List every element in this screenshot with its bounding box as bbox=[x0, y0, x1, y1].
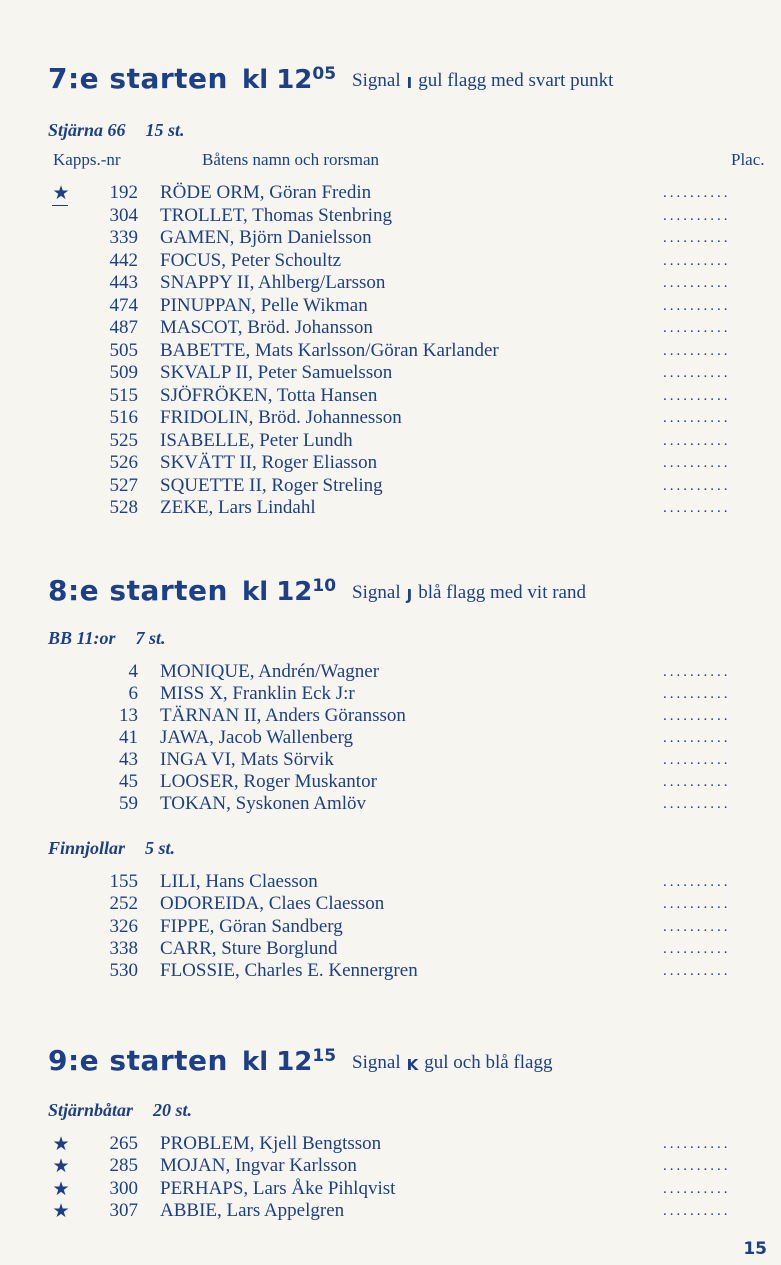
class-count: 5 st. bbox=[145, 838, 176, 858]
boat-and-helmsman: PROBLEM, Kjell Bengtsson bbox=[160, 1133, 382, 1154]
signal-description: gul och blå flagg bbox=[424, 1052, 553, 1073]
boat-and-helmsman: SNAPPY II, Ahlberg/Larsson bbox=[160, 272, 386, 293]
entry-row bbox=[0, 452, 781, 474]
boat-and-helmsman: SKVALP II, Peter Samuelsson bbox=[160, 362, 393, 383]
kl-label: kl bbox=[241, 577, 269, 607]
entry-row bbox=[0, 227, 781, 249]
sail-number: 326 bbox=[109, 915, 138, 937]
boat-and-helmsman: JAWA, Jacob Wallenberg bbox=[160, 727, 354, 748]
boat-and-helmsman: ISABELLE, Peter Lundh bbox=[160, 429, 353, 451]
entry-row bbox=[0, 340, 781, 362]
sail-number: 443 bbox=[109, 272, 138, 293]
boat-and-helmsman: ABBIE, Lars Appelgren bbox=[160, 1199, 345, 1221]
placement-dots: .......... bbox=[663, 730, 731, 746]
placement-dots: .......... bbox=[663, 1180, 731, 1197]
sail-number: 4 bbox=[128, 661, 138, 682]
placement-dots: .......... bbox=[663, 342, 731, 359]
star-icon: ★ bbox=[52, 1177, 70, 1200]
sail-number: 338 bbox=[109, 937, 138, 959]
entry-row bbox=[0, 475, 781, 497]
placement-dots: .......... bbox=[663, 1202, 731, 1219]
entry-row bbox=[0, 272, 781, 294]
placement-dots: .......... bbox=[663, 432, 731, 449]
boat-and-helmsman: SKVÄTT II, Roger Eliasson bbox=[160, 452, 378, 473]
boat-and-helmsman: SJÖFRÖKEN, Totta Hansen bbox=[160, 384, 378, 406]
entry-row bbox=[0, 385, 781, 407]
class-heading bbox=[48, 628, 166, 649]
class-name: BB 11:or bbox=[48, 628, 116, 648]
placement-dots: .......... bbox=[663, 455, 731, 471]
column-header-place: Plac. bbox=[731, 150, 765, 169]
boat-and-helmsman: SQUETTE II, Roger Streling bbox=[160, 474, 383, 496]
start-time bbox=[276, 65, 336, 95]
placement-dots: .......... bbox=[663, 752, 731, 768]
entry-row bbox=[0, 250, 781, 272]
placement-dots: .......... bbox=[663, 796, 731, 812]
sail-number: 474 bbox=[109, 294, 138, 316]
boat-and-helmsman: MISS X, Franklin Eck J:r bbox=[160, 683, 355, 704]
boat-and-helmsman: MONIQUE, Andrén/Wagner bbox=[160, 661, 380, 682]
entry-row bbox=[0, 317, 781, 339]
class-count: 7 st. bbox=[135, 628, 166, 648]
kl-label: kl bbox=[241, 1047, 269, 1077]
signal-label: Signal bbox=[352, 70, 401, 91]
boat-and-helmsman: PERHAPS, Lars Åke Pihlqvist bbox=[160, 1177, 396, 1199]
sail-number: 307 bbox=[109, 1199, 138, 1221]
placement-dots: .......... bbox=[663, 664, 731, 680]
star-icon: ★ bbox=[52, 1155, 70, 1178]
sail-number: 487 bbox=[109, 317, 138, 338]
sail-number: 300 bbox=[109, 1177, 138, 1199]
boat-and-helmsman: MOJAN, Ingvar Karlsson bbox=[160, 1155, 357, 1177]
sail-number: 525 bbox=[109, 429, 138, 451]
placement-dots: .......... bbox=[663, 874, 731, 890]
placement-dots: .......... bbox=[663, 410, 731, 426]
star-icon: ★ bbox=[52, 1133, 70, 1155]
start-time-hours: 12 bbox=[276, 577, 313, 607]
placement-dots: .......... bbox=[663, 387, 731, 404]
sail-number: 6 bbox=[128, 683, 138, 704]
entry-row bbox=[0, 205, 781, 227]
entry-row bbox=[0, 1178, 781, 1200]
signal-description: gul flagg med svart punkt bbox=[418, 70, 614, 91]
entry-row bbox=[0, 295, 781, 317]
sail-number: 45 bbox=[119, 771, 138, 792]
start-time bbox=[276, 577, 336, 607]
class-name: Finnjollar bbox=[48, 838, 126, 858]
entry-row bbox=[0, 182, 781, 204]
boat-and-helmsman: CARR, Sture Borglund bbox=[160, 937, 338, 959]
boat-and-helmsman: GAMEN, Björn Danielsson bbox=[160, 227, 372, 248]
entry-row bbox=[0, 705, 781, 727]
boat-and-helmsman: FLOSSIE, Charles E. Kennergren bbox=[160, 960, 418, 982]
placement-dots: .......... bbox=[663, 230, 731, 246]
entry-row bbox=[0, 1155, 781, 1177]
sail-number: 252 bbox=[109, 893, 138, 915]
class-count: 15 st. bbox=[145, 120, 185, 140]
start-time-hours: 12 bbox=[276, 65, 313, 95]
entry-row bbox=[0, 960, 781, 982]
sail-number: 505 bbox=[109, 339, 138, 361]
class-heading bbox=[48, 120, 185, 141]
boat-and-helmsman: MASCOT, Bröd. Johansson bbox=[160, 317, 373, 338]
sail-number: 304 bbox=[109, 204, 138, 226]
start-time-minutes: 15 bbox=[312, 1046, 337, 1066]
entry-row bbox=[0, 497, 781, 519]
column-header-number: Kapps.-nr bbox=[53, 150, 121, 169]
sail-number: 516 bbox=[109, 407, 138, 428]
sail-number: 515 bbox=[109, 384, 138, 406]
sail-number: 528 bbox=[109, 497, 138, 518]
placement-dots: .......... bbox=[663, 963, 731, 980]
class-count: 20 st. bbox=[153, 1100, 193, 1120]
entry-row bbox=[0, 683, 781, 705]
entry-row bbox=[0, 916, 781, 938]
sail-number: 265 bbox=[109, 1133, 138, 1154]
heat-7-title bbox=[48, 62, 613, 95]
placement-dots: .......... bbox=[663, 1136, 731, 1152]
signal-label: Signal bbox=[352, 1052, 401, 1073]
boat-and-helmsman: FOCUS, Peter Schoultz bbox=[160, 249, 342, 271]
entry-row bbox=[0, 362, 781, 384]
entry-row bbox=[0, 938, 781, 960]
entry-row bbox=[0, 430, 781, 452]
entry-row bbox=[0, 871, 781, 893]
placement-dots: .......... bbox=[663, 297, 731, 314]
heat-title-text: 9:e starten bbox=[48, 1044, 228, 1077]
signal-label: Signal bbox=[352, 582, 401, 603]
boat-and-helmsman: PINUPPAN, Pelle Wikman bbox=[160, 294, 368, 316]
sail-number: 530 bbox=[109, 960, 138, 982]
page-number: 15 bbox=[743, 1239, 767, 1259]
signal-letter: J bbox=[406, 586, 413, 604]
signal-letter: I bbox=[406, 74, 413, 92]
star-icon: ★ bbox=[52, 182, 70, 204]
sail-number: 13 bbox=[119, 705, 138, 726]
placement-dots: .......... bbox=[663, 708, 731, 724]
boat-and-helmsman: ZEKE, Lars Lindahl bbox=[160, 497, 316, 518]
entry-row bbox=[0, 793, 781, 815]
sail-number: 285 bbox=[109, 1155, 138, 1177]
entry-row bbox=[0, 893, 781, 915]
placement-dots: .......... bbox=[663, 896, 731, 913]
start-time-hours: 12 bbox=[276, 1047, 313, 1077]
column-header-name: Båtens namn och rorsman bbox=[202, 150, 380, 169]
placement-dots: .......... bbox=[663, 365, 731, 381]
placement-dots: .......... bbox=[663, 774, 731, 790]
boat-and-helmsman: BABETTE, Mats Karlsson/Göran Karlander bbox=[160, 339, 499, 361]
sail-number: 339 bbox=[109, 227, 138, 248]
entry-row bbox=[0, 1133, 781, 1155]
heat-8-title bbox=[48, 574, 586, 607]
heat-9-title bbox=[48, 1044, 552, 1077]
sail-number: 509 bbox=[109, 362, 138, 383]
start-time-minutes: 10 bbox=[312, 576, 337, 596]
entry-row bbox=[0, 1200, 781, 1222]
boat-and-helmsman: LILI, Hans Claesson bbox=[160, 871, 318, 892]
sail-number: 442 bbox=[109, 249, 138, 271]
placement-dots: .......... bbox=[663, 275, 731, 291]
placement-dots: .......... bbox=[663, 185, 731, 201]
signal-description: blå flagg med vit rand bbox=[418, 582, 586, 603]
sail-number: 192 bbox=[109, 182, 138, 203]
sail-number: 155 bbox=[109, 871, 138, 892]
sail-number: 527 bbox=[109, 474, 138, 496]
placement-dots: .......... bbox=[663, 320, 731, 336]
class-name: Stjärna 66 bbox=[48, 120, 126, 140]
placement-dots: .......... bbox=[663, 1158, 731, 1175]
class-heading bbox=[48, 1100, 192, 1121]
placement-dots: .......... bbox=[663, 940, 731, 957]
sail-number: 41 bbox=[119, 727, 138, 748]
sail-number: 526 bbox=[109, 452, 138, 473]
class-heading bbox=[48, 838, 175, 859]
heat-title-text: 7:e starten bbox=[48, 62, 228, 95]
signal-letter: K bbox=[406, 1056, 419, 1074]
boat-and-helmsman: INGA VI, Mats Sörvik bbox=[160, 749, 334, 770]
star-icon: ★ bbox=[52, 1199, 70, 1222]
heat-title-text: 8:e starten bbox=[48, 574, 228, 607]
sail-number: 43 bbox=[119, 749, 138, 770]
boat-and-helmsman: TOKAN, Syskonen Amlöv bbox=[160, 793, 367, 814]
sail-number: 59 bbox=[119, 793, 138, 814]
boat-and-helmsman: RÖDE ORM, Göran Fredin bbox=[160, 182, 372, 203]
entry-row bbox=[0, 771, 781, 793]
class-name: Stjärnbåtar bbox=[48, 1100, 134, 1120]
placement-dots: .......... bbox=[663, 686, 731, 702]
placement-dots: .......... bbox=[663, 918, 731, 935]
placement-dots: .......... bbox=[663, 252, 731, 269]
entry-row bbox=[0, 727, 781, 749]
entry-row bbox=[0, 407, 781, 429]
start-time bbox=[276, 1047, 336, 1077]
placement-dots: .......... bbox=[663, 207, 731, 224]
boat-and-helmsman: FRIDOLIN, Bröd. Johannesson bbox=[160, 407, 402, 428]
boat-and-helmsman: LOOSER, Roger Muskantor bbox=[160, 771, 377, 792]
boat-and-helmsman: ODOREIDA, Claes Claesson bbox=[160, 893, 385, 915]
placement-dots: .......... bbox=[663, 500, 731, 516]
kl-label: kl bbox=[241, 65, 269, 95]
boat-and-helmsman: TROLLET, Thomas Stenbring bbox=[160, 204, 393, 226]
start-time-minutes: 05 bbox=[312, 64, 337, 84]
boat-and-helmsman: TÄRNAN II, Anders Göransson bbox=[160, 705, 406, 726]
boat-and-helmsman: FIPPE, Göran Sandberg bbox=[160, 915, 343, 937]
entry-row bbox=[0, 661, 781, 683]
entry-row bbox=[0, 749, 781, 771]
placement-dots: .......... bbox=[663, 477, 731, 494]
